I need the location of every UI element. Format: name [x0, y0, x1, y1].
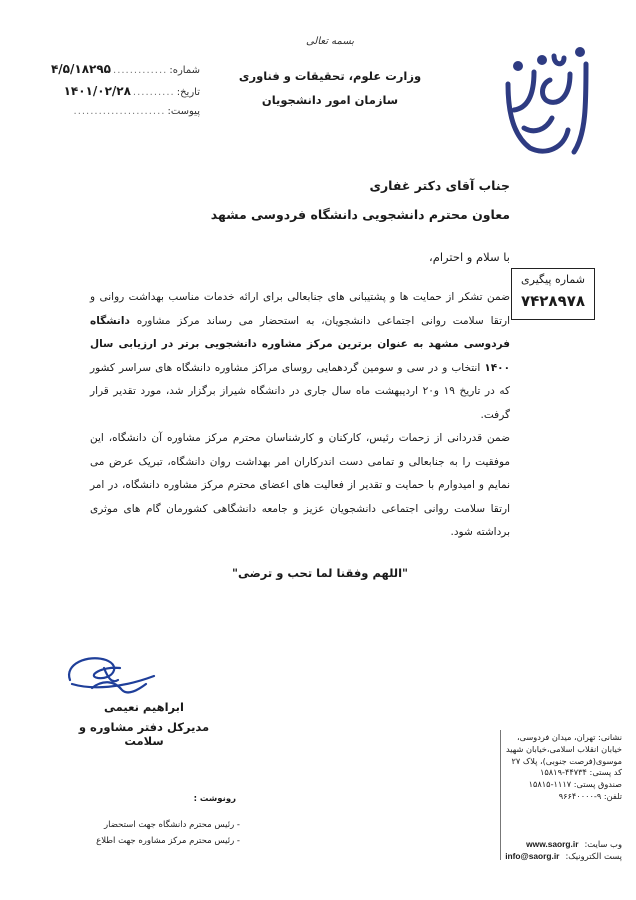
number-row: [40, 62, 200, 78]
body-paragraph-1: [90, 286, 510, 427]
email-label: پست الکترونیک:: [565, 851, 622, 861]
tracking-number-box: [511, 268, 595, 320]
address-line: نشانی: تهران، میدان فردوسی،: [516, 732, 622, 742]
footer-contact: [506, 838, 622, 862]
body-paragraph-1-part-a: ضمن تشکر از حمایت ها و پشتیبانی های جنابعالی برای ارائه خدمات مناسب بهداشت روانی و ارتقا سلامت روانی اجتماعی دانشجویان، به استحضار می رساند مرکز مشاوره: [90, 291, 510, 327]
cc-list: [40, 794, 240, 852]
footer-address: [506, 732, 622, 803]
email-link[interactable]: info@saorg.ir: [505, 851, 560, 861]
footer-divider: [500, 730, 501, 860]
greeting: با سلام و احترام،: [429, 250, 510, 264]
website-label: وب سایت:: [584, 839, 622, 849]
cc-title: رونوشت :: [193, 794, 236, 804]
body-paragraph-1-part-c: انتخاب و در سی و سومین گردهمایی روسای مراکز مشاوره دانشگاه های سراسر کشور که در تاریخ ۱۹ و۲۰ اردیبهشت ماه سال جاری در دانشگاه شیراز برگزار شد، مورد تقدیر قرار گرفت.: [90, 361, 510, 421]
dotted-leader: ......................: [73, 106, 166, 117]
signer-name: ابراهیم نعیمی: [104, 700, 184, 714]
address-line: صندوق پستی: ۱۱۱۷-۱۵۸۱۵: [528, 779, 622, 790]
address-line: کد پستی: ۴۴۷۳۴-۱۵۸۱۹: [539, 767, 622, 778]
dotted-leader: ..........: [132, 87, 175, 98]
body-paragraph-2: ضمن قدردانی از زحمات رئیس، کارکنان و کارشناسان محترم مرکز مشاوره آن دانشگاه، این موفقیت را به جنابعالی و تمامی دست اندرکاران امر بهداشت روان دانشگاه، تبریک عرض می نمایم و امیدوارم با حمایت و تقدیر از فعالیت های اعضای محترم مرکز مشاوره دانشگاه، در امر ارتقا سلامت روانی اجتماعی دانشجویان عزیز و جامعه دانشگاهی کشورمان گام های موثری برداشته شود.: [90, 432, 510, 538]
closing-prayer: "اللهم وفقنا لما تحب و ترضی": [231, 566, 409, 580]
number-label: شماره:: [169, 65, 200, 76]
letterhead: [230, 36, 430, 107]
organization-name: سازمان امور دانشجویان: [261, 93, 399, 107]
addressee-name: جناب آقای دکتر غفاری: [369, 178, 510, 193]
signer-block: [64, 700, 224, 748]
address-line: تلفن: ۹-۹۶۶۴۰۰۰۰: [558, 790, 622, 801]
cc-item: - رئیس محترم مرکز مشاوره جهت اطلاع: [96, 836, 240, 846]
address-line: خیابان انقلاب اسلامی،خیابان شهید: [506, 743, 622, 754]
letter-number: ۴/۵/۱۸۲۹۵: [50, 62, 112, 76]
signer-title: مدیرکل دفتر مشاوره و سلامت: [78, 720, 210, 748]
handwritten-signature-icon: [62, 650, 162, 702]
address-line: موسوی(فرصت جنوبی)، پلاک ۲۷: [511, 755, 622, 766]
ministry-name: وزارت علوم، تحقیقات و فناوری: [238, 69, 422, 83]
website-row: [506, 838, 622, 850]
basmala: بسمه تعالی: [305, 36, 355, 47]
date-row: [40, 84, 200, 100]
addressee: [110, 178, 510, 222]
letter-meta: [40, 62, 200, 128]
letter-body: [90, 286, 510, 545]
tracking-number: ۷۴۲۸۹۷۸: [520, 292, 586, 310]
email-row: [506, 850, 622, 862]
tracking-label: شماره پیگیری: [521, 273, 585, 286]
letter-date: ۱۴۰۱/۰۲/۲۸: [63, 84, 131, 98]
attachment-label: پیوست:: [167, 106, 200, 117]
cc-item: - رئیس محترم دانشگاه جهت استحضار: [104, 820, 240, 830]
saorg-logo-icon: [494, 44, 602, 164]
attachment-row: [40, 106, 200, 122]
body-paragraph-1-highlight: دانشگاه فردوسی مشهد به عنوان برترین مرکز مشاوره دانشجویی برتر در ارزیابی سال ۱۴۰۰: [90, 314, 510, 374]
dotted-leader: .............: [113, 65, 168, 76]
addressee-title: معاون محترم دانشجویی دانشگاه فردوسی مشهد: [210, 207, 510, 222]
date-label: تاریخ:: [176, 87, 200, 98]
website-link[interactable]: www.saorg.ir: [526, 839, 579, 849]
